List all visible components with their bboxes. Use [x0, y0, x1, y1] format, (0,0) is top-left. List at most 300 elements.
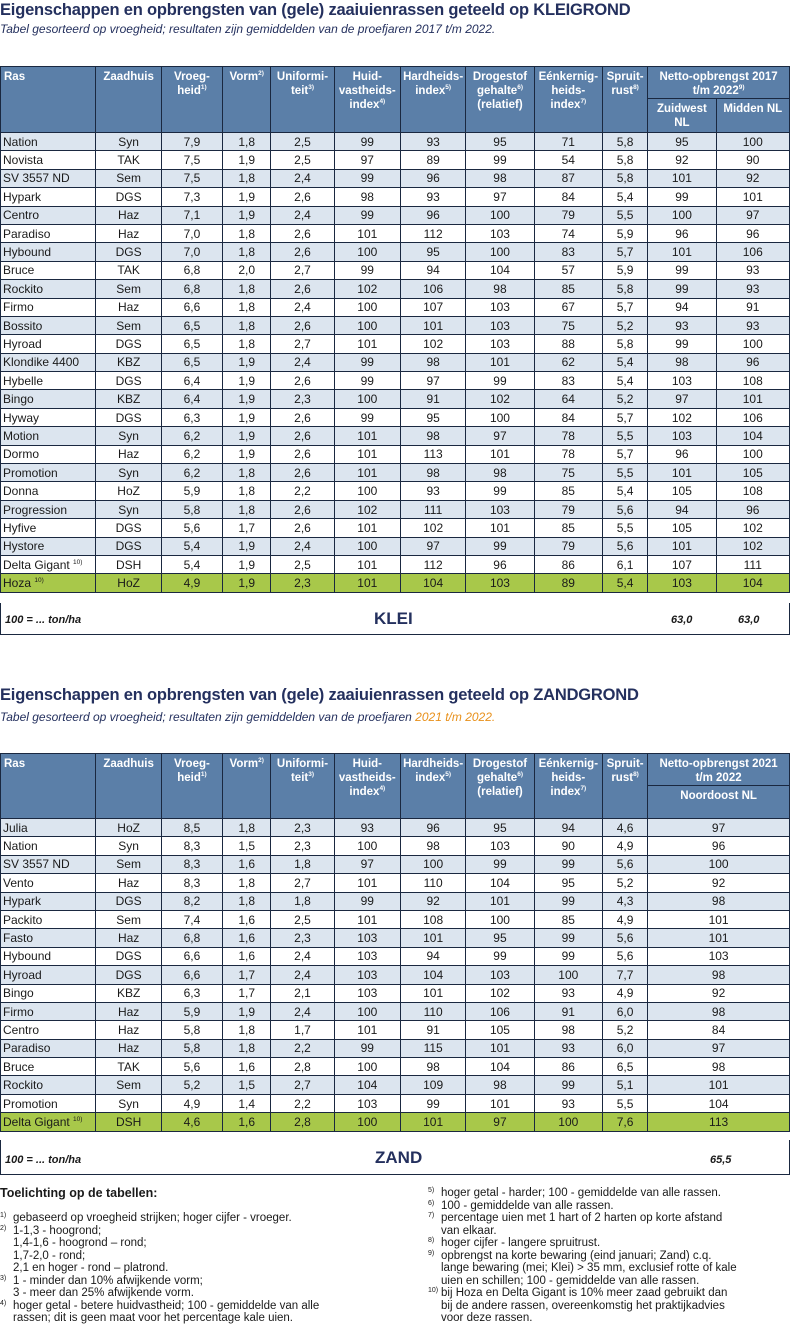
table-cell: 102	[716, 537, 789, 555]
table-cell: 104	[400, 966, 465, 984]
table-cell: 99	[466, 537, 534, 555]
table-cell: 2,4	[271, 1002, 334, 1020]
table-cell: 1,5	[223, 837, 271, 855]
table-cell: KBZ	[96, 984, 161, 1002]
table-cell: 100	[648, 206, 716, 224]
klei-footer-zuidwest: 63,0	[671, 614, 693, 626]
table-cell: 1,8	[223, 169, 271, 187]
table-cell: 98	[400, 837, 465, 855]
table-cell: DGS	[96, 966, 161, 984]
table-cell: 5,6	[602, 855, 647, 873]
table-cell: 7,5	[161, 151, 222, 169]
table-cell: 6,6	[161, 298, 222, 316]
table-cell: 6,3	[161, 408, 222, 426]
table-cell: 1,9	[223, 427, 271, 445]
table-cell: 115	[400, 1039, 465, 1057]
header-uniformiteit: Uniformi-teit$^{3)}$	[271, 754, 334, 819]
table-cell: 1,8	[223, 316, 271, 334]
table-cell: 97	[334, 855, 400, 873]
table-cell: 2,4	[271, 206, 334, 224]
table-cell: 99	[334, 133, 400, 151]
table-row	[1, 188, 790, 206]
table-cell: 103	[648, 947, 790, 965]
table-row	[1, 1002, 790, 1020]
table-cell: Syn	[96, 133, 161, 151]
table-cell: 4,6	[602, 819, 647, 837]
table-cell: 2,0	[223, 261, 271, 279]
table-cell: 2,8	[271, 1058, 334, 1076]
table-cell: 95	[466, 929, 534, 947]
table-cell: 99	[334, 892, 400, 910]
table-cell: 1,8	[271, 855, 334, 873]
table-cell: 1,7	[223, 966, 271, 984]
table-cell: Syn	[96, 500, 161, 518]
table-row	[1, 874, 790, 892]
table-row	[1, 482, 790, 500]
table-row	[1, 151, 790, 169]
cell-ras: Rockito	[1, 1076, 96, 1094]
table-cell: 2,4	[271, 947, 334, 965]
table-cell: 99	[334, 372, 400, 390]
table-cell: 1,8	[223, 482, 271, 500]
table-cell: 101	[334, 874, 400, 892]
table-cell: 104	[716, 427, 789, 445]
table-cell: 96	[400, 169, 465, 187]
table-cell: 1,9	[223, 353, 271, 371]
cell-ras: Delta Gigant $^{10)}$	[1, 555, 96, 573]
table-cell: 5,5	[602, 427, 647, 445]
table-cell: 101	[466, 519, 534, 537]
header-ras: Ras	[1, 754, 96, 819]
cell-ras: Hyfive	[1, 519, 96, 537]
table-cell: 104	[334, 1076, 400, 1094]
footnote-line: 100 - gemiddelde van alle rassen.	[441, 1199, 614, 1212]
table-cell: 102	[466, 390, 534, 408]
table-cell: 2,5	[271, 555, 334, 573]
table-cell: 7,3	[161, 188, 222, 206]
table-cell: 93	[400, 482, 465, 500]
table-cell: 103	[466, 574, 534, 592]
table-cell: 102	[648, 408, 716, 426]
table-cell: 1,7	[223, 984, 271, 1002]
table-cell: 95	[534, 874, 602, 892]
table-cell: 102	[716, 519, 789, 537]
footnote-line: gebaseerd op vroegheid strijken; hoger cijfer - vroeger.	[13, 1212, 292, 1224]
table-cell: 99	[334, 169, 400, 187]
table-cell: 105	[648, 482, 716, 500]
table-cell: 1,6	[223, 1113, 271, 1131]
table-cell: 100	[334, 1058, 400, 1076]
table-cell: 4,9	[602, 910, 647, 928]
table-cell: 93	[400, 188, 465, 206]
table-cell: TAK	[96, 151, 161, 169]
table-cell: 2,8	[271, 1113, 334, 1131]
table-cell: 8,5	[161, 819, 222, 837]
table-cell: 104	[648, 1094, 790, 1112]
table-cell: Haz	[96, 1039, 161, 1057]
table-cell: 4,9	[161, 1094, 222, 1112]
footnote-line: 3 - meer dan 25% afwijkende vorm.	[13, 1287, 194, 1299]
table-cell: 84	[648, 1021, 790, 1039]
table-cell: 92	[400, 892, 465, 910]
table-row	[1, 316, 790, 334]
table-cell: 1,5	[223, 1076, 271, 1094]
zand-subtitle: Tabel gesorteerd op vroegheid; resultaten zijn gemiddelden van de proefjaren 2021 t/m 2022.	[0, 710, 496, 724]
table-row	[1, 1058, 790, 1076]
table-cell: 103	[648, 574, 716, 592]
cell-ras: Rockito	[1, 280, 96, 298]
table-cell: 107	[648, 555, 716, 573]
table-row	[1, 519, 790, 537]
table-cell: 2,3	[271, 819, 334, 837]
table-cell: 97	[648, 1039, 790, 1057]
table-cell: 2,1	[271, 984, 334, 1002]
footnote	[0, 1212, 395, 1225]
table-cell: 92	[648, 151, 716, 169]
notes-title: Toelichting op de tabellen:	[0, 1186, 158, 1200]
header-eenkernigheid: Eénkernig-heids-index$^{7)}$	[534, 67, 602, 133]
header-uniformiteit: Uniformi-teit$^{3)}$	[271, 67, 334, 133]
table-cell: 1,6	[223, 947, 271, 965]
table-cell: 98	[400, 427, 465, 445]
table-cell: 1,9	[223, 408, 271, 426]
klei-footer-label: 100 = ... ton/ha	[5, 614, 82, 626]
table-cell: DGS	[96, 243, 161, 261]
table-cell: 101	[466, 353, 534, 371]
table-cell: 103	[466, 298, 534, 316]
table-cell: 5,4	[602, 482, 647, 500]
table-cell: 85	[534, 280, 602, 298]
header-eenkernigheid: Eénkernig-heids-index$^{7)}$	[534, 754, 602, 819]
table-cell: 2,6	[271, 243, 334, 261]
footnote-number: 3)	[0, 1274, 7, 1282]
table-cell: 99	[334, 408, 400, 426]
table-cell: 8,3	[161, 837, 222, 855]
cell-ras: Bossito	[1, 316, 96, 334]
header-spruitrust: Spruit-rust$^{8)}$	[602, 754, 647, 819]
table-cell: 79	[534, 206, 602, 224]
table-cell: 2,6	[271, 188, 334, 206]
footnote-line: van elkaar.	[441, 1224, 497, 1237]
table-cell: 93	[648, 316, 716, 334]
table-cell: 6,6	[161, 966, 222, 984]
table-cell: Syn	[96, 464, 161, 482]
table-row	[1, 261, 790, 279]
table-cell: 2,6	[271, 464, 334, 482]
table-cell: 5,2	[602, 390, 647, 408]
klei-footer-midden: 63,0	[738, 614, 760, 626]
table-cell: 84	[534, 188, 602, 206]
table-cell: 90	[716, 151, 789, 169]
table-cell: 96	[400, 819, 465, 837]
footnote	[428, 1187, 790, 1200]
cell-ras: Delta Gigant $^{10)}$	[1, 1113, 96, 1131]
table-cell: 92	[648, 984, 790, 1002]
table-cell: 101	[334, 224, 400, 242]
table-cell: 94	[648, 500, 716, 518]
table-cell: 103	[334, 984, 400, 1002]
table-cell: 1,8	[223, 892, 271, 910]
table-cell: 99	[534, 947, 602, 965]
header-noordoost: Noordoost NL	[648, 786, 790, 819]
table-cell: 5,8	[602, 335, 647, 353]
table-cell: 100	[466, 243, 534, 261]
table-cell: 95	[466, 133, 534, 151]
table-cell: 101	[648, 169, 716, 187]
table-cell: 100	[466, 910, 534, 928]
table-cell: 1,6	[223, 1058, 271, 1076]
table-cell: 100	[334, 243, 400, 261]
table-cell: 1,8	[223, 464, 271, 482]
table-cell: KBZ	[96, 390, 161, 408]
notes-left	[0, 1212, 395, 1325]
table-cell: 98	[648, 1002, 790, 1020]
table-cell: 4,6	[161, 1113, 222, 1131]
cell-ras: Bingo	[1, 390, 96, 408]
table-cell: 108	[716, 482, 789, 500]
table-cell: 101	[466, 1094, 534, 1112]
cell-ras: Fasto	[1, 929, 96, 947]
table-cell: 96	[716, 500, 789, 518]
table-cell: 96	[466, 555, 534, 573]
table-cell: Haz	[96, 224, 161, 242]
footnote	[428, 1200, 790, 1213]
table-cell: 6,2	[161, 445, 222, 463]
table-cell: 98	[400, 353, 465, 371]
table-cell: 62	[534, 353, 602, 371]
table-row	[1, 947, 790, 965]
table-cell: 8,3	[161, 855, 222, 873]
table-cell: 98	[466, 280, 534, 298]
table-cell: 1,8	[271, 892, 334, 910]
table-cell: 1,6	[223, 929, 271, 947]
table-cell: 101	[648, 464, 716, 482]
table-cell: 6,8	[161, 929, 222, 947]
table-cell: 5,4	[161, 555, 222, 573]
table-cell: 100	[648, 855, 790, 873]
table-row	[1, 500, 790, 518]
table-cell: 103	[648, 372, 716, 390]
table-cell: 1,7	[271, 1021, 334, 1039]
table-cell: 105	[716, 464, 789, 482]
table-cell: 106	[400, 280, 465, 298]
table-cell: 100	[334, 537, 400, 555]
table-cell: 102	[466, 984, 534, 1002]
table-cell: 1,9	[223, 372, 271, 390]
table-cell: 101	[466, 892, 534, 910]
zand-footer-name: ZAND	[375, 1148, 423, 1167]
table-cell: 96	[716, 353, 789, 371]
table-cell: 6,0	[602, 1002, 647, 1020]
table-cell: 103	[648, 427, 716, 445]
table-row	[1, 929, 790, 947]
table-cell: 5,4	[602, 574, 647, 592]
table-cell: 6,5	[161, 353, 222, 371]
cell-ras: Hyway	[1, 408, 96, 426]
table-cell: 99	[648, 335, 716, 353]
table-cell: 2,6	[271, 500, 334, 518]
table-cell: 5,5	[602, 464, 647, 482]
table-cell: 1,8	[223, 280, 271, 298]
table-cell: 5,7	[602, 445, 647, 463]
table-cell: 103	[334, 966, 400, 984]
table-cell: 95	[466, 819, 534, 837]
table-cell: Sem	[96, 169, 161, 187]
table-cell: Haz	[96, 1021, 161, 1039]
cell-ras: Julia	[1, 819, 96, 837]
table-cell: 2,6	[271, 408, 334, 426]
table-cell: 91	[716, 298, 789, 316]
table-cell: 99	[466, 482, 534, 500]
table-cell: 78	[534, 445, 602, 463]
table-cell: 106	[716, 408, 789, 426]
table-cell: 101	[334, 574, 400, 592]
footnote-number: 10)	[428, 1287, 439, 1294]
table-cell: TAK	[96, 261, 161, 279]
table-cell: 108	[400, 910, 465, 928]
table-cell: 93	[334, 819, 400, 837]
cell-ras: Motion	[1, 427, 96, 445]
table-cell: 5,6	[602, 947, 647, 965]
table-cell: 96	[400, 206, 465, 224]
table-cell: 1,9	[223, 206, 271, 224]
table-cell: 107	[400, 298, 465, 316]
table-cell: 103	[466, 837, 534, 855]
table-cell: 2,5	[271, 910, 334, 928]
cell-ras: Bruce	[1, 1058, 96, 1076]
table-cell: 97	[400, 537, 465, 555]
table-cell: Haz	[96, 445, 161, 463]
table-cell: 1,6	[223, 910, 271, 928]
table-cell: 101	[334, 519, 400, 537]
table-cell: 94	[648, 298, 716, 316]
table-cell: 97	[466, 427, 534, 445]
table-cell: 5,8	[602, 133, 647, 151]
table-cell: 7,7	[602, 966, 647, 984]
table-cell: 5,8	[602, 169, 647, 187]
table-cell: 2,3	[271, 390, 334, 408]
table-cell: Sem	[96, 910, 161, 928]
table-cell: 101	[334, 427, 400, 445]
table-cell: 6,4	[161, 390, 222, 408]
footnote-line: opbrengst na korte bewaring (eind januari; Zand) c.q.	[441, 1249, 712, 1262]
table-cell: 96	[648, 445, 716, 463]
table-cell: 98	[400, 464, 465, 482]
table-cell: 5,5	[602, 206, 647, 224]
table-row	[1, 280, 790, 298]
table-cell: 99	[334, 353, 400, 371]
footnote	[0, 1275, 395, 1300]
table-cell: 74	[534, 224, 602, 242]
table-cell: Haz	[96, 1002, 161, 1020]
table-cell: 2,7	[271, 1076, 334, 1094]
cell-ras: Hybelle	[1, 372, 96, 390]
table-cell: 2,6	[271, 427, 334, 445]
table-row	[1, 372, 790, 390]
table-cell: DGS	[96, 947, 161, 965]
table-cell: 98	[466, 464, 534, 482]
table-cell: 5,6	[602, 929, 647, 947]
table-cell: 99	[334, 1039, 400, 1057]
table-cell: 101	[400, 316, 465, 334]
cell-ras: Hoza $^{10)}$	[1, 574, 96, 592]
table-row	[1, 427, 790, 445]
table-cell: 101	[648, 243, 716, 261]
table-cell: 96	[648, 837, 790, 855]
table-cell: 95	[400, 243, 465, 261]
cell-ras: Packito	[1, 910, 96, 928]
table-cell: 106	[466, 1002, 534, 1020]
table-cell: 112	[400, 224, 465, 242]
table-cell: 7,9	[161, 133, 222, 151]
table-cell: 5,8	[161, 1039, 222, 1057]
table-cell: 103	[334, 947, 400, 965]
table-cell: 57	[534, 261, 602, 279]
table-cell: 2,4	[271, 966, 334, 984]
table-cell: 5,9	[602, 261, 647, 279]
cell-ras: SV 3557 ND	[1, 169, 96, 187]
table-cell: 2,4	[271, 353, 334, 371]
table-cell: HoZ	[96, 482, 161, 500]
table-cell: 1,8	[223, 335, 271, 353]
table-cell: 1,7	[223, 519, 271, 537]
table-cell: 5,4	[602, 372, 647, 390]
cell-ras: Progression	[1, 500, 96, 518]
footnote-line: 1 - minder dan 10% afwijkende vorm;	[13, 1274, 203, 1287]
table-cell: 94	[400, 261, 465, 279]
table-cell: Sem	[96, 855, 161, 873]
table-cell: 112	[400, 555, 465, 573]
table-cell: 93	[534, 984, 602, 1002]
table-row	[1, 224, 790, 242]
table-cell: 103	[334, 1094, 400, 1112]
table-cell: 1,9	[223, 188, 271, 206]
table-cell: 5,9	[602, 224, 647, 242]
table-row	[1, 464, 790, 482]
table-cell: 2,3	[271, 574, 334, 592]
cell-ras: Donna	[1, 482, 96, 500]
table-cell: 2,5	[271, 133, 334, 151]
table-cell: 91	[400, 390, 465, 408]
table-cell: 91	[400, 1021, 465, 1039]
cell-ras: Hyroad	[1, 335, 96, 353]
notes-right	[428, 1187, 790, 1325]
footnote	[428, 1287, 790, 1325]
table-cell: 101	[648, 910, 790, 928]
cell-ras: Hypark	[1, 188, 96, 206]
table-cell: 5,2	[602, 874, 647, 892]
footnote-number: 8)	[428, 1237, 435, 1244]
table-cell: 101	[716, 390, 789, 408]
table-cell: 5,4	[602, 353, 647, 371]
table-cell: 5,7	[602, 408, 647, 426]
table-cell: 98	[400, 1058, 465, 1076]
table-cell: 99	[334, 206, 400, 224]
table-cell: 83	[534, 372, 602, 390]
table-row	[1, 169, 790, 187]
header-netto-opbrengst: Netto-opbrengst 2021 t/m 2022	[648, 754, 790, 786]
table-cell: 75	[534, 316, 602, 334]
cell-ras: Centro	[1, 1021, 96, 1039]
table-cell: 4,3	[602, 892, 647, 910]
zand-footer-label: 100 = ... ton/ha	[5, 1154, 82, 1166]
table-cell: 54	[534, 151, 602, 169]
footnote-line: uien en schillen; 100 - gemiddelde van alle rassen.	[441, 1274, 700, 1287]
table-cell: 111	[716, 555, 789, 573]
cell-ras: Novista	[1, 151, 96, 169]
table-cell: 100	[334, 1113, 400, 1131]
table-row	[1, 892, 790, 910]
